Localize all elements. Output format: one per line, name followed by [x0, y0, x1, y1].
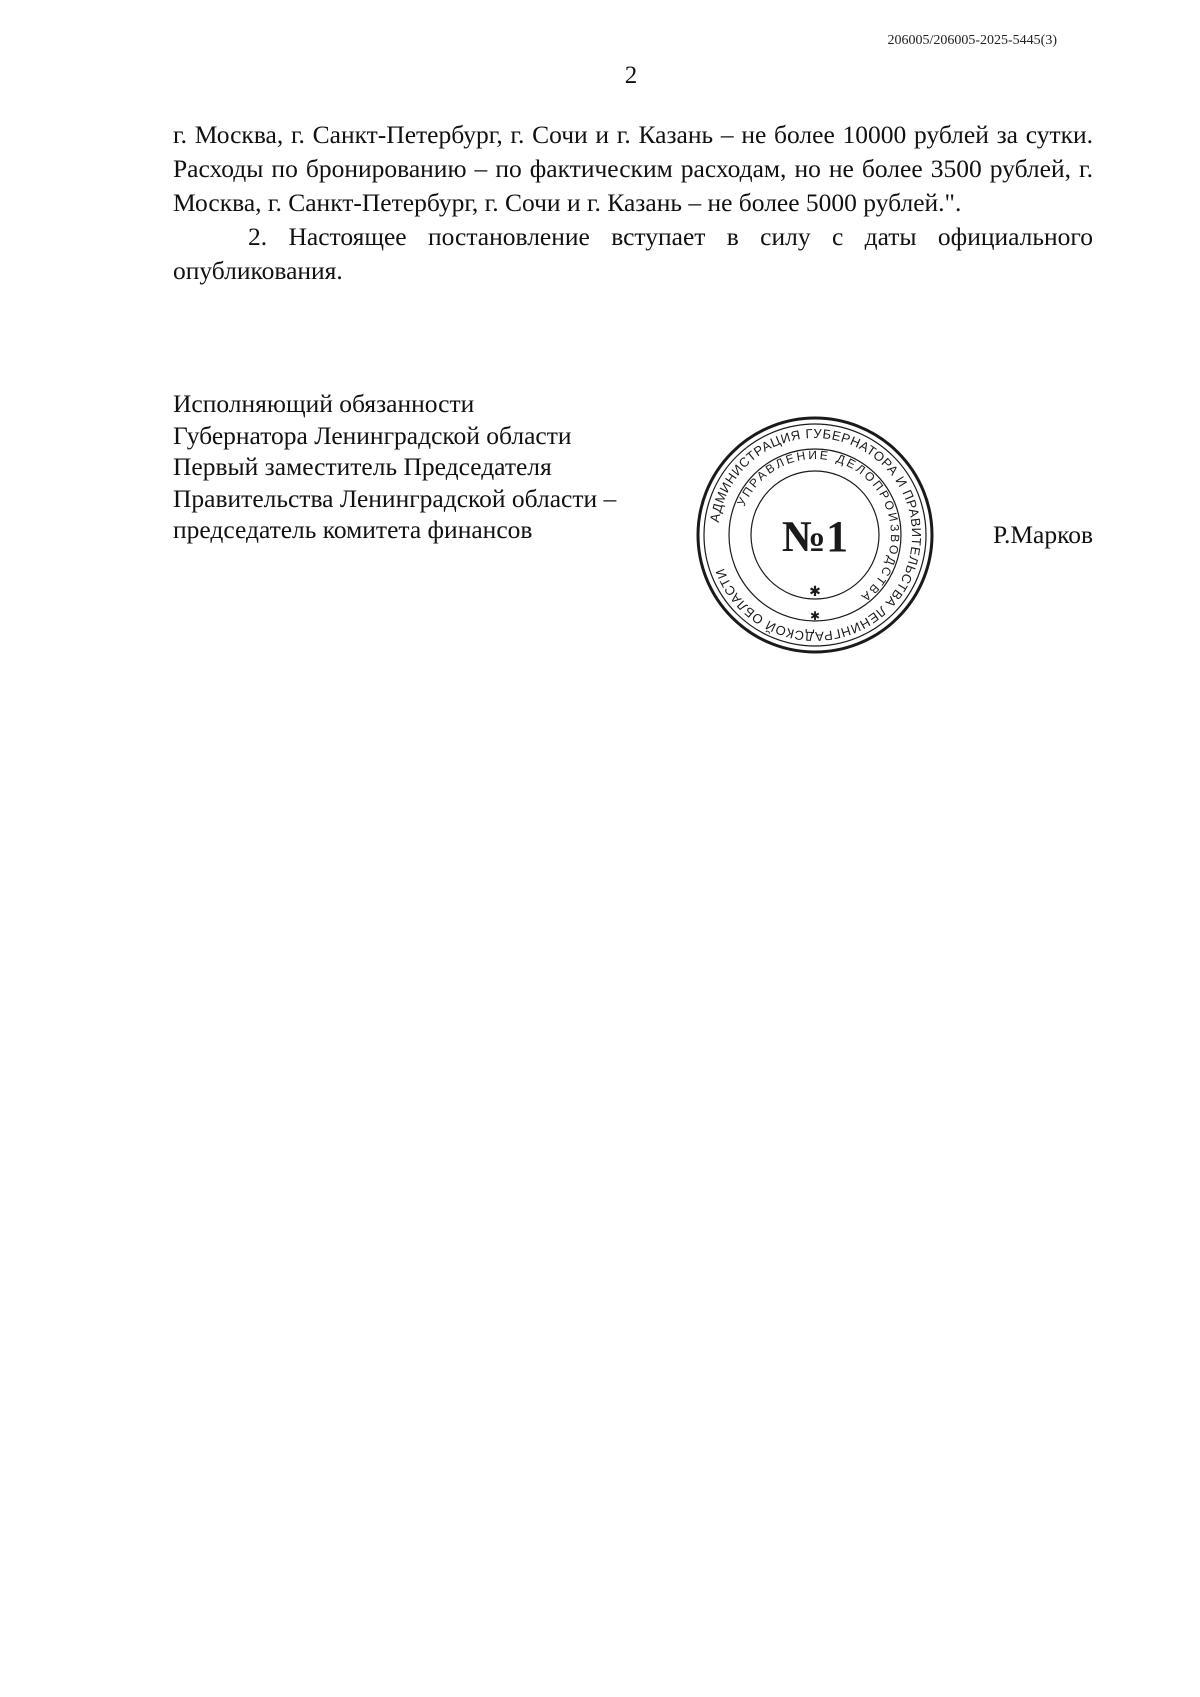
- position-line: председатель комитета финансов: [173, 515, 533, 544]
- official-seal: [694, 414, 936, 656]
- seal-inner-text: УПРАВЛЕНИЕ ДЕЛОПРОИЗВОДСТВА: [734, 447, 903, 606]
- position-line: Губернатора Ленинградской области: [173, 420, 572, 450]
- seal-star-icon: ✱: [809, 609, 821, 623]
- position-line: Исполняющий обязанности: [173, 389, 475, 418]
- seal-star-icon: ✱: [809, 584, 821, 600]
- paragraph-2: 2. Настоящее постановление вступает в силу с даты официального опубликования.: [173, 222, 1093, 285]
- seal-outer-text: АДМИНИСТРАЦИЯ ГУБЕРНАТОРА И ПРАВИТЕЛЬСТВА ЛЕНИНГРАДСКОЙ ОБЛАСТИ: [706, 425, 925, 645]
- signer-name: Р.Марков: [993, 520, 1093, 549]
- seal-number: №1: [781, 512, 849, 561]
- document-body: [173, 118, 1093, 288]
- seal-graphic: [694, 414, 936, 656]
- document-code: 206005/206005-2025-5445(3): [887, 33, 1057, 48]
- signatory-position: [173, 388, 616, 546]
- position-line: Правительства Ленинградской области –: [173, 483, 617, 513]
- page-number: 2: [624, 62, 638, 89]
- paragraph-continued: г. Москва, г. Санкт-Петербург, г. Сочи и г. Казань – не более 10000 рублей за сутки. Расходы по бронированию – по фактическим расходам, но не более 3500 рублей, г. Москва, г. Санкт-Петербург, г. Сочи и г. Казань – не более 5000 рублей.".: [173, 120, 1093, 217]
- position-line: Первый заместитель Председателя: [173, 452, 552, 481]
